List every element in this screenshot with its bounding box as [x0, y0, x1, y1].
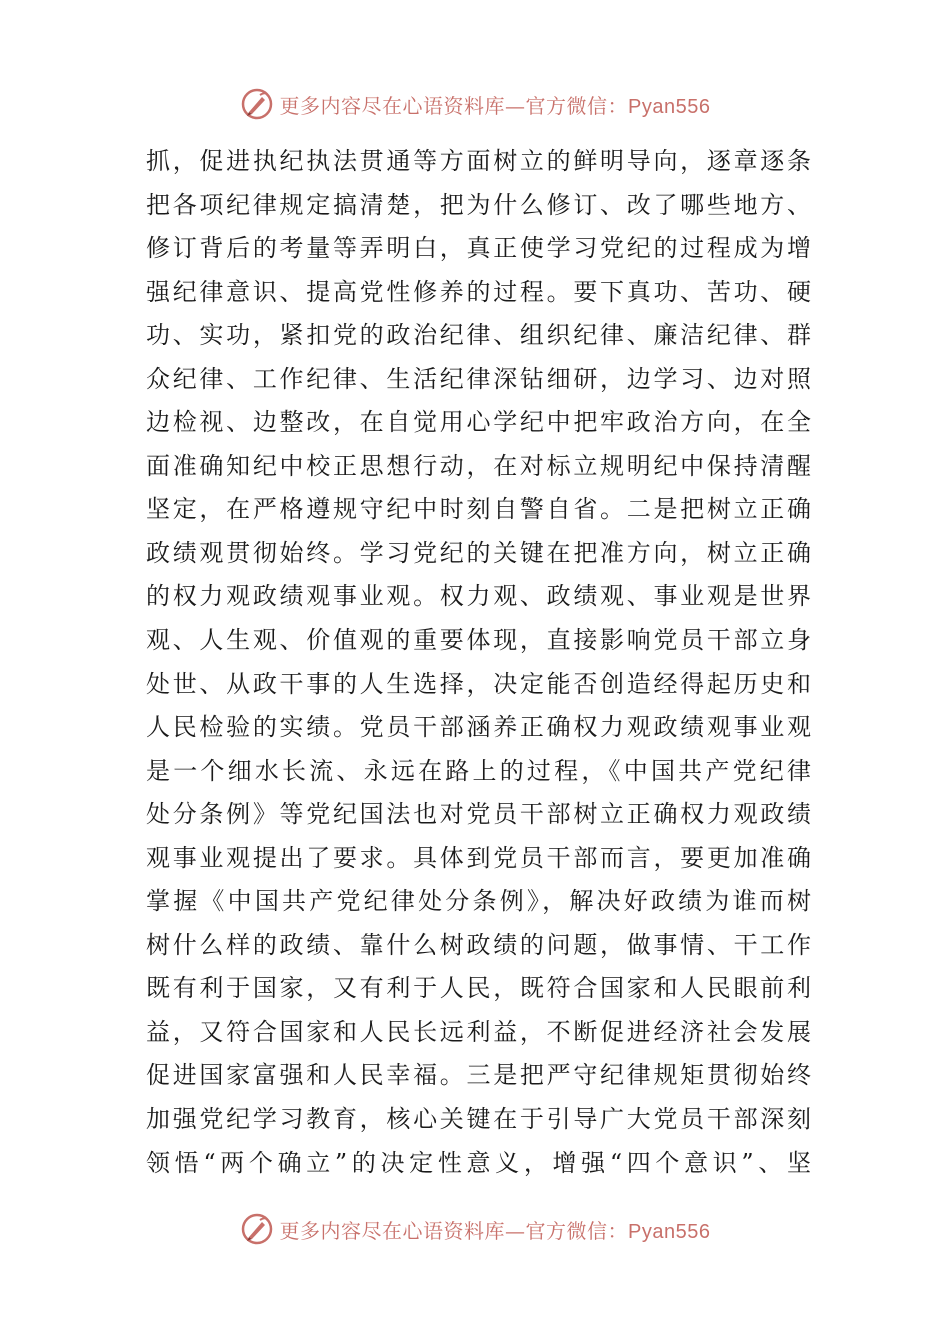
text-line: 掌握《中国共产党纪律处分条例》，解决好政绩为谁而树 [146, 887, 811, 916]
text-line: 处分条例》等党纪国法也对党员干部树立正确权力观政绩 [146, 800, 811, 829]
text-line: 众纪律、工作纪律、生活纪律深钻细研，边学习、边对照 [146, 364, 811, 393]
text-line: 促进国家富强和人民幸福。三是把严守纪律规矩贯彻始终 [146, 1061, 811, 1090]
text-line: 加强党纪学习教育，核心关键在于引导广大党员干部深刻 [146, 1105, 811, 1134]
text-line: 树什么样的政绩、靠什么树政绩的问题，做事情、干工作 [146, 930, 811, 959]
footer-banner-text: 更多内容尽在心语资料库—官方微信：Pyan556 [279, 1218, 711, 1243]
text-line: 观事业观提出了要求。具体到党员干部而言，要更加准确 [146, 843, 811, 872]
text-line: 的权力观政绩观事业观。权力观、政绩观、事业观是世界 [146, 582, 811, 611]
footer-wechat-id: Pyan556 [628, 1220, 711, 1243]
text-line: 益，又符合国家和人民长远利益，不断促进经济社会发展 [146, 1017, 811, 1046]
text-line: 功、实功，紧扣党的政治纪律、组织纪律、廉洁纪律、群 [146, 321, 811, 350]
text-line: 人民检验的实绩。党员干部涵养正确权力观政绩观事业观 [146, 713, 811, 742]
text-line: 政绩观贯彻始终。学习党纪的关键在把准方向，树立正确 [146, 538, 811, 567]
text-line: 强纪律意识、提高党性修养的过程。要下真功、苦功、硬 [146, 277, 811, 306]
text-line: 观、人生观、价值观的重要体现，直接影响党员干部立身 [146, 626, 811, 655]
pen-logo-icon [240, 87, 274, 121]
header-banner [0, 84, 950, 124]
text-line: 领悟“两个确立”的决定性意义，增强“四个意识”、坚 [146, 1148, 811, 1177]
text-line: 坚定，在严格遵规守纪中时刻自警自省。二是把树立正确 [146, 495, 811, 524]
text-line: 修订背后的考量等弄明白，真正使学习党纪的过程成为增 [146, 234, 811, 263]
text-line: 面准确知纪中校正思想行动，在对标立规明纪中保持清醒 [146, 451, 811, 480]
text-line: 是一个细水长流、永远在路上的过程，《中国共产党纪律 [146, 756, 811, 785]
text-line: 处世、从政干事的人生选择，决定能否创造经得起历史和 [146, 669, 811, 698]
footer-banner [0, 1209, 950, 1249]
document-body [146, 140, 811, 1185]
header-wechat-id: Pyan556 [628, 95, 711, 118]
pen-logo-icon [240, 1212, 274, 1246]
text-line: 抓，促进执纪执法贯通等方面树立的鲜明导向，逐章逐条 [146, 147, 811, 175]
text-line: 既有利于国家，又有利于人民，既符合国家和人民眼前利 [146, 974, 811, 1003]
text-line: 边检视、边整改，在自觉用心学纪中把牢政治方向，在全 [146, 408, 811, 437]
text-line: 把各项纪律规定搞清楚，把为什么修订、改了哪些地方、 [146, 190, 811, 219]
header-banner-text: 更多内容尽在心语资料库—官方微信：Pyan556 [279, 93, 711, 118]
